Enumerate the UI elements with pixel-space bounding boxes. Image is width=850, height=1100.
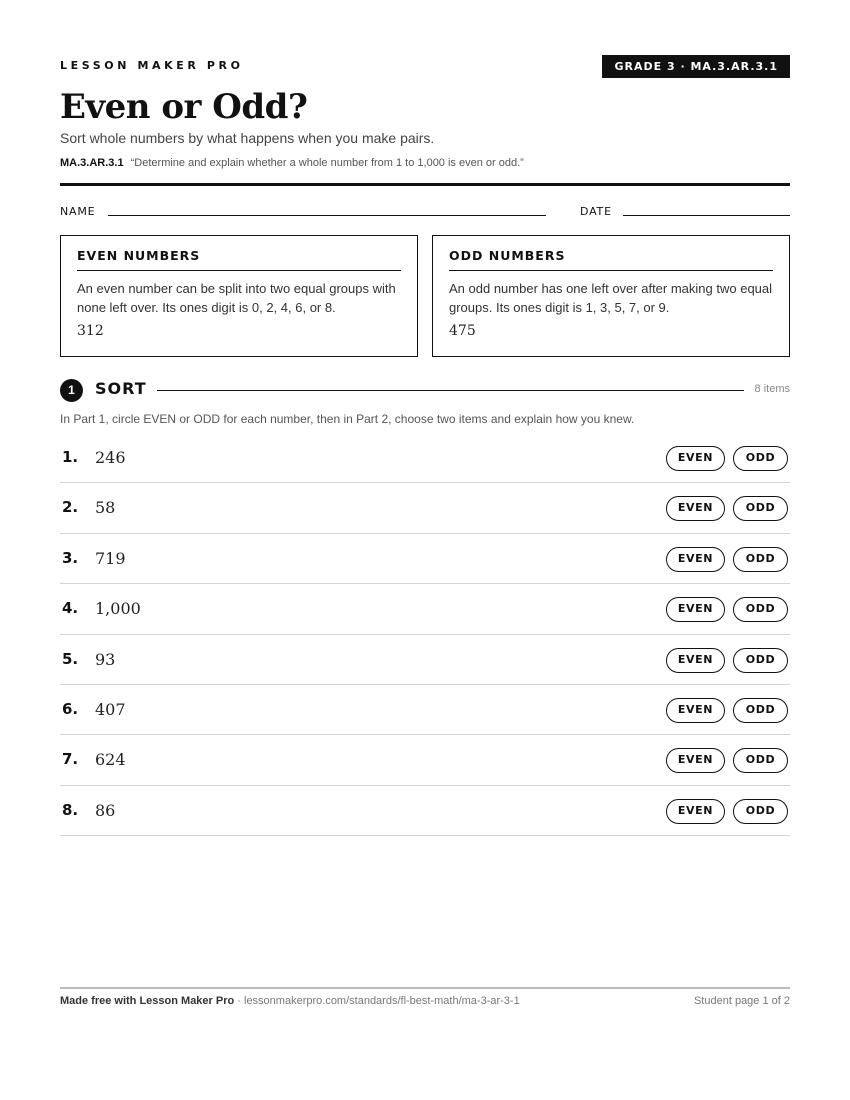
- date-label: DATE: [580, 205, 612, 218]
- list-item: [60, 735, 790, 785]
- worksheet-page: [60, 0, 790, 1100]
- list-item: [60, 433, 790, 483]
- list-item: [60, 534, 790, 584]
- odd-choice[interactable]: ODD: [733, 648, 788, 673]
- item-value: 58: [95, 498, 116, 518]
- item-value: 93: [95, 649, 116, 669]
- page-indicator: Student page 1 of 2: [693, 995, 790, 1007]
- even-choice[interactable]: EVEN: [666, 698, 725, 723]
- even-choice[interactable]: EVEN: [666, 446, 725, 471]
- item-count: 8 items: [754, 383, 790, 395]
- footer-brand: Made free with Lesson Maker Pro: [60, 995, 235, 1007]
- list-item: [60, 584, 790, 634]
- item-value: 1,000: [95, 599, 141, 619]
- even-choice[interactable]: EVEN: [666, 547, 725, 572]
- footer: [60, 995, 790, 1007]
- section-header: [60, 378, 790, 402]
- even-definition-text: An even number can be split into two equal groups with none left over. Its ones digit is 0, 2, 4, 6, or 8.: [77, 281, 396, 315]
- odd-choice[interactable]: ODD: [733, 446, 788, 471]
- item-number: 4.: [62, 599, 79, 618]
- item-number: 7.: [62, 750, 79, 769]
- section-number-badge: 1: [60, 379, 83, 402]
- odd-example: 475: [449, 323, 476, 339]
- name-date-row: [60, 204, 790, 220]
- header: [60, 56, 790, 80]
- even-example: 312: [77, 323, 104, 339]
- odd-choice[interactable]: ODD: [733, 748, 788, 773]
- name-label: NAME: [60, 205, 96, 218]
- odd-definition-heading: ODD NUMBERS: [449, 248, 773, 271]
- list-item: [60, 635, 790, 685]
- list-item: [60, 483, 790, 533]
- header-divider: [60, 183, 790, 186]
- brand-name: LESSON MAKER PRO: [60, 59, 244, 72]
- date-field[interactable]: [623, 215, 790, 216]
- item-value: 407: [95, 699, 126, 719]
- footer-divider: [60, 987, 790, 989]
- page-subtitle: Sort whole numbers by what happens when you make pairs.: [60, 130, 435, 146]
- odd-choice[interactable]: ODD: [733, 547, 788, 572]
- instructions: In Part 1, circle EVEN or ODD for each number, then in Part 2, choose two items and explain how you knew.: [60, 412, 635, 426]
- even-choice[interactable]: EVEN: [666, 597, 725, 622]
- footer-separator: ·: [234, 995, 244, 1007]
- item-number: 1.: [62, 448, 79, 466]
- item-list: [60, 433, 790, 836]
- even-definition-heading: EVEN NUMBERS: [77, 248, 401, 271]
- item-number: 6.: [62, 699, 79, 718]
- even-choice[interactable]: EVEN: [666, 496, 725, 521]
- section-rule: [157, 390, 744, 391]
- odd-choice[interactable]: ODD: [733, 496, 788, 521]
- odd-definition-box: [432, 235, 790, 357]
- section-title: SORT: [95, 379, 147, 398]
- standard-code: MA.3.AR.3.1: [60, 157, 124, 169]
- standard-text: “Determine and explain whether a whole number from 1 to 1,000 is even or odd.”: [130, 157, 524, 169]
- list-item: [60, 786, 790, 836]
- even-definition-box: [60, 235, 418, 357]
- item-number: 8.: [62, 800, 79, 819]
- footer-url[interactable]: lessonmakerpro.com/standards/fl-best-math/ma-3-ar-3-1: [244, 995, 520, 1007]
- item-number: 5.: [62, 649, 79, 668]
- even-choice[interactable]: EVEN: [666, 748, 725, 773]
- even-choice[interactable]: EVEN: [666, 799, 725, 824]
- item-value: 624: [95, 750, 126, 770]
- grade-badge: GRADE 3 · MA.3.AR.3.1: [602, 55, 790, 78]
- list-item: [60, 685, 790, 735]
- item-number: 3.: [62, 548, 79, 567]
- odd-choice[interactable]: ODD: [733, 799, 788, 824]
- even-choice[interactable]: EVEN: [666, 648, 725, 673]
- item-value: 719: [95, 548, 126, 568]
- page-title: Even or Odd?: [60, 87, 308, 127]
- standard-line: [60, 157, 524, 169]
- item-value: 246: [95, 448, 126, 467]
- item-number: 2.: [62, 498, 79, 517]
- odd-choice[interactable]: ODD: [733, 597, 788, 622]
- odd-definition-text: An odd number has one left over after making two equal groups. Its ones digit is 1, 3, 5, 7, or 9.: [449, 281, 773, 315]
- item-value: 86: [95, 800, 116, 820]
- odd-choice[interactable]: ODD: [733, 698, 788, 723]
- name-field[interactable]: [108, 215, 546, 216]
